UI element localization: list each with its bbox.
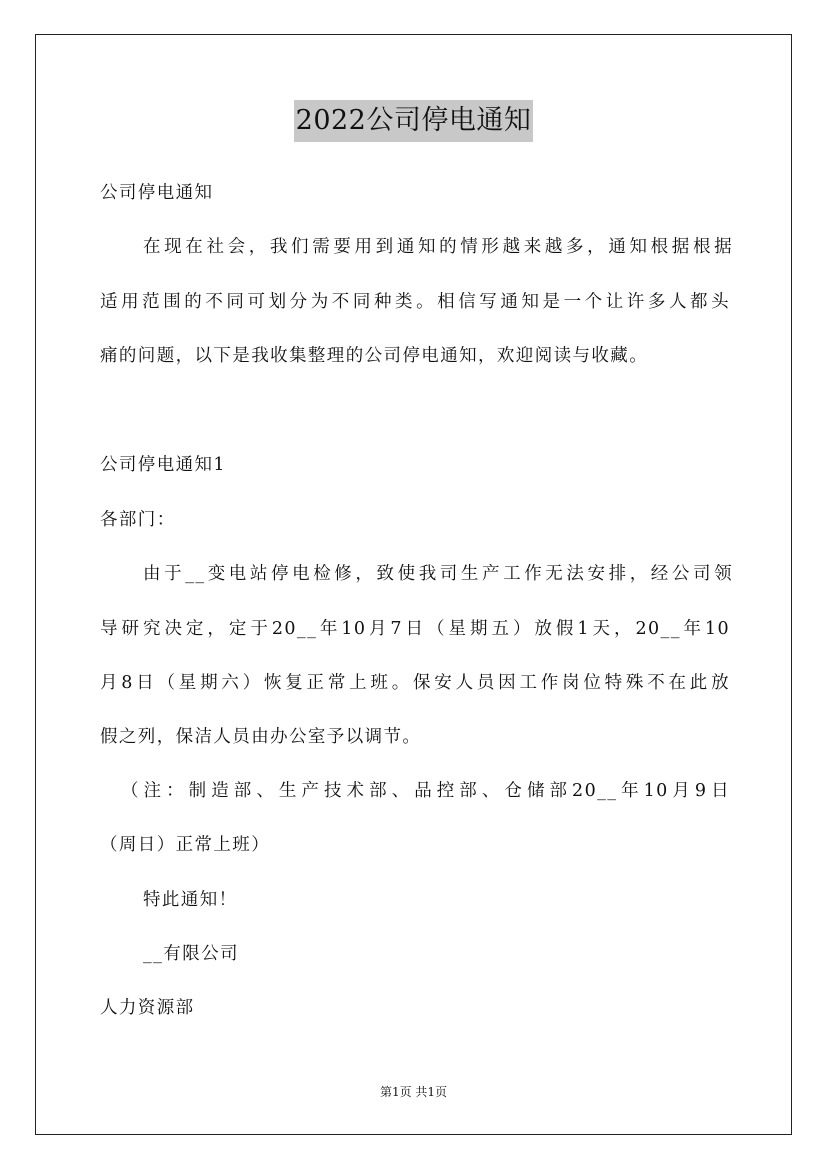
document-subtitle: 公司停电通知 xyxy=(100,183,214,203)
body-line-3: 月8日（星期六）恢复正常上班。保安人员因工作岗位特殊不在此放 xyxy=(100,673,730,693)
body-line-1: 由于__变电站停电检修，致使我司生产工作无法安排，经公司领 xyxy=(143,564,733,584)
body-line-4: 假之列，保洁人员由办公室予以调节。 xyxy=(100,727,422,747)
closing-text: 特此通知！ xyxy=(143,890,238,910)
title-container xyxy=(0,100,827,142)
note-line-1: （注：制造部、生产技术部、品控部、仓储部20__年10月9日 xyxy=(121,781,730,801)
document-title: 2022公司停电通知 xyxy=(294,100,534,142)
salutation: 各部门： xyxy=(100,510,176,530)
page-footer: 第1页 共1页 xyxy=(379,1085,448,1099)
company-name: __有限公司 xyxy=(143,944,239,964)
intro-line-1: 在现在社会，我们需要用到通知的情形越来越多，通知根据根据 xyxy=(143,237,733,257)
notice-heading: 公司停电通知1 xyxy=(100,455,226,475)
note-line-2: （周日）正常上班） xyxy=(100,835,271,855)
body-line-2: 导研究决定，定于20__年10月7日（星期五）放假1天，20__年10 xyxy=(100,619,730,639)
department-name: 人力资源部 xyxy=(100,998,195,1018)
intro-line-3: 痛的问题，以下是我收集整理的公司停电通知，欢迎阅读与收藏。 xyxy=(100,346,649,366)
intro-line-2: 适用范围的不同可划分为不同种类。相信写通知是一个让许多人都头 xyxy=(100,292,730,312)
